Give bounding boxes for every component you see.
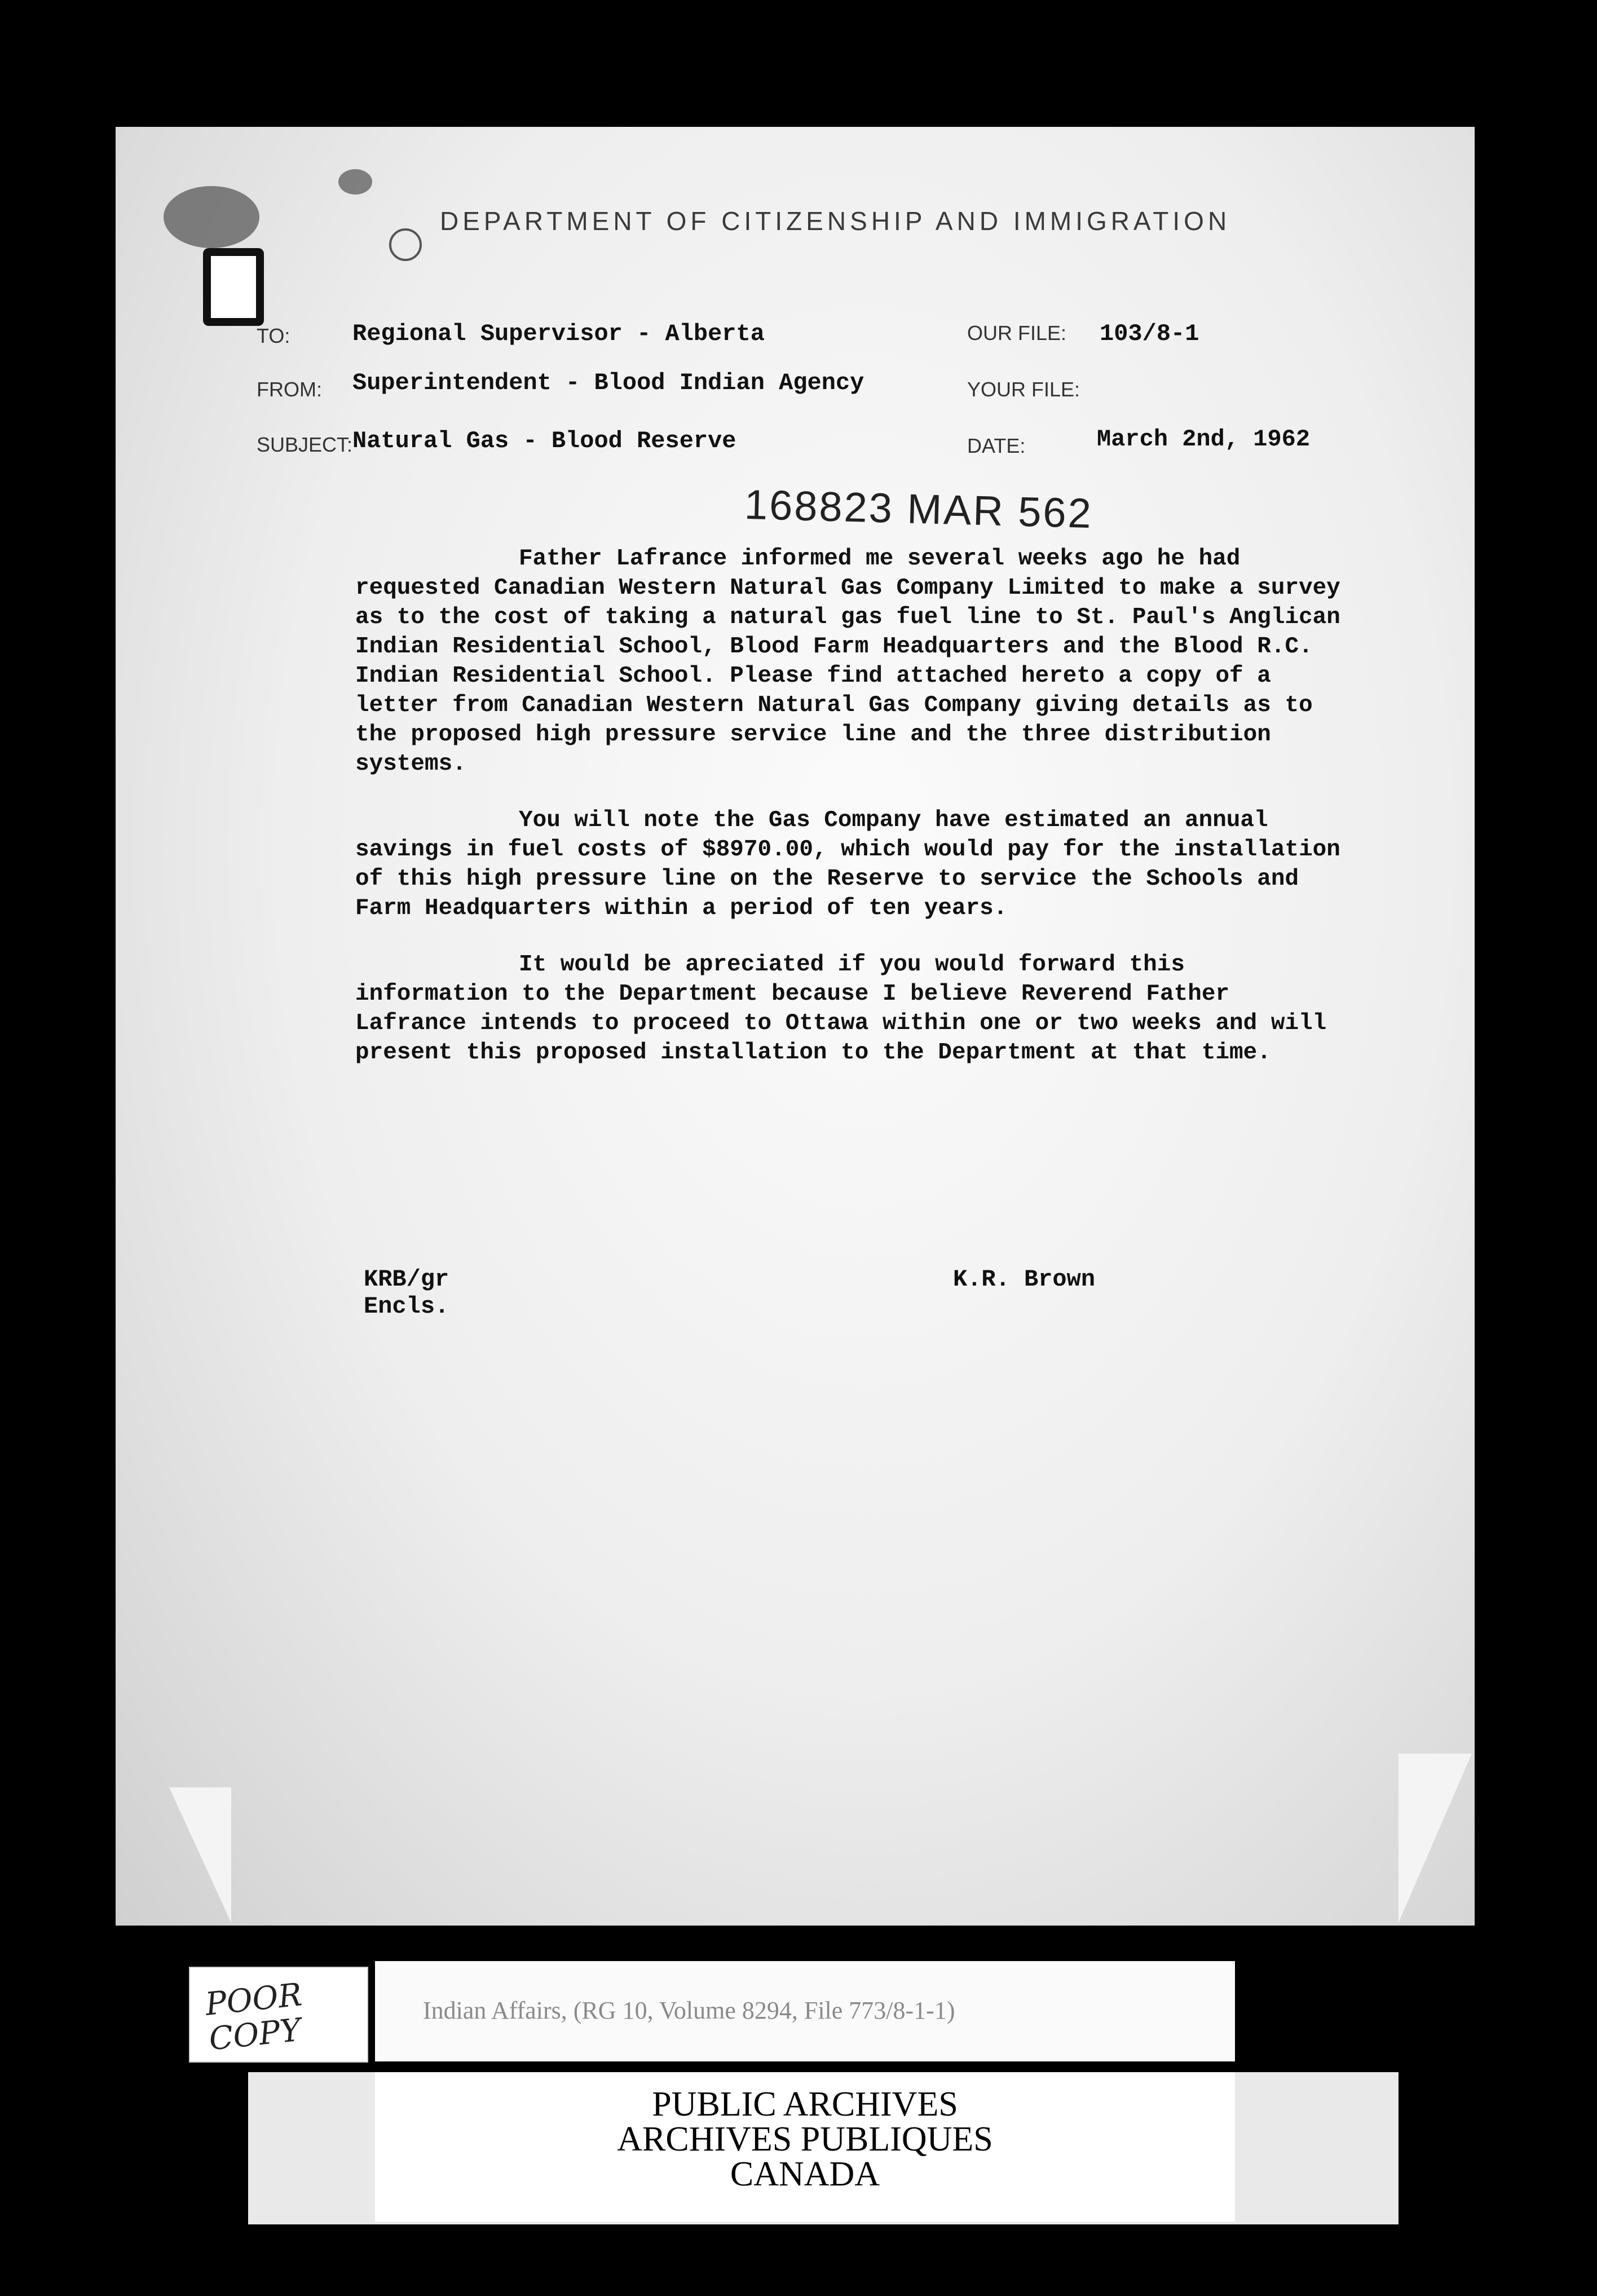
paragraph-2: You will note the Gas Company have estimated an annual savings in fuel costs of $8970.00, which would pay for the installation of this high pressure line on the Reserve to service the Schools and Farm Headquarters within a period of ten years. bbox=[355, 807, 1340, 921]
paragraph-1: Father Lafrance informed me several weeks ago he had requested Canadian Western Natural Gas Company Limited to make a survey as to the cost of taking a natural gas fuel line to St. Paul's Anglican Indian Residential School, Blood Farm Headquarters and the Blood R.C. Indian Residential School. Please find attached hereto a copy of a letter from Canadian Western Natural Gas Company giving details as to the proposed high pressure service line and the three distribution systems. bbox=[355, 546, 1340, 777]
poor-copy-note: POOR COPY bbox=[204, 1976, 304, 2058]
from-value: Superintendent - Blood Indian Agency bbox=[352, 369, 864, 396]
photo-corner-right bbox=[1399, 1754, 1472, 1923]
archive-line-2: ARCHIVES PUBLIQUES bbox=[617, 2120, 993, 2158]
date-label: DATE: bbox=[967, 434, 1026, 457]
our-file-label: OUR FILE: bbox=[967, 321, 1067, 345]
crest-icon bbox=[389, 228, 422, 261]
archive-line-1: PUBLIC ARCHIVES bbox=[652, 2085, 958, 2123]
memo-body bbox=[355, 544, 1342, 1094]
enclosures-note: Encls. bbox=[364, 1293, 449, 1320]
archive-line-3: CANADA bbox=[730, 2155, 880, 2193]
paragraph-3: It would be apreciated if you would forward this information to the Department because I believe Reverend Father Lafrance intends to proceed to Ottawa within one or two weeks and will present this proposed installation to the Department at that time. bbox=[355, 952, 1327, 1066]
stain bbox=[164, 186, 259, 248]
photo-corner-left bbox=[169, 1787, 231, 1923]
subject-value: Natural Gas - Blood Reserve bbox=[352, 427, 736, 454]
received-stamp: 168823 MAR 562 bbox=[744, 480, 1093, 537]
stain bbox=[338, 169, 372, 195]
your-file-label: YOUR FILE: bbox=[967, 378, 1080, 401]
poor-copy-card bbox=[189, 1967, 368, 2063]
archive-reference: Indian Affairs, (RG 10, Volume 8294, File 773/8-1-1) bbox=[423, 1997, 955, 2024]
signature-name: K.R. Brown bbox=[953, 1266, 1096, 1293]
to-label: TO: bbox=[257, 324, 290, 347]
our-file-value: 103/8-1 bbox=[1100, 320, 1199, 347]
to-value: Regional Supervisor - Alberta bbox=[352, 320, 765, 347]
date-value: March 2nd, 1962 bbox=[1097, 426, 1311, 453]
subject-label: SUBJECT: bbox=[257, 433, 353, 456]
punched-hole bbox=[203, 248, 264, 326]
archive-label bbox=[375, 2072, 1235, 2222]
department-title: DEPARTMENT OF CITIZENSHIP AND IMMIGRATION bbox=[440, 206, 1231, 236]
from-label: FROM: bbox=[257, 378, 322, 401]
reference-strip bbox=[375, 1961, 1235, 2061]
typist-initials: KRB/gr bbox=[364, 1266, 449, 1293]
